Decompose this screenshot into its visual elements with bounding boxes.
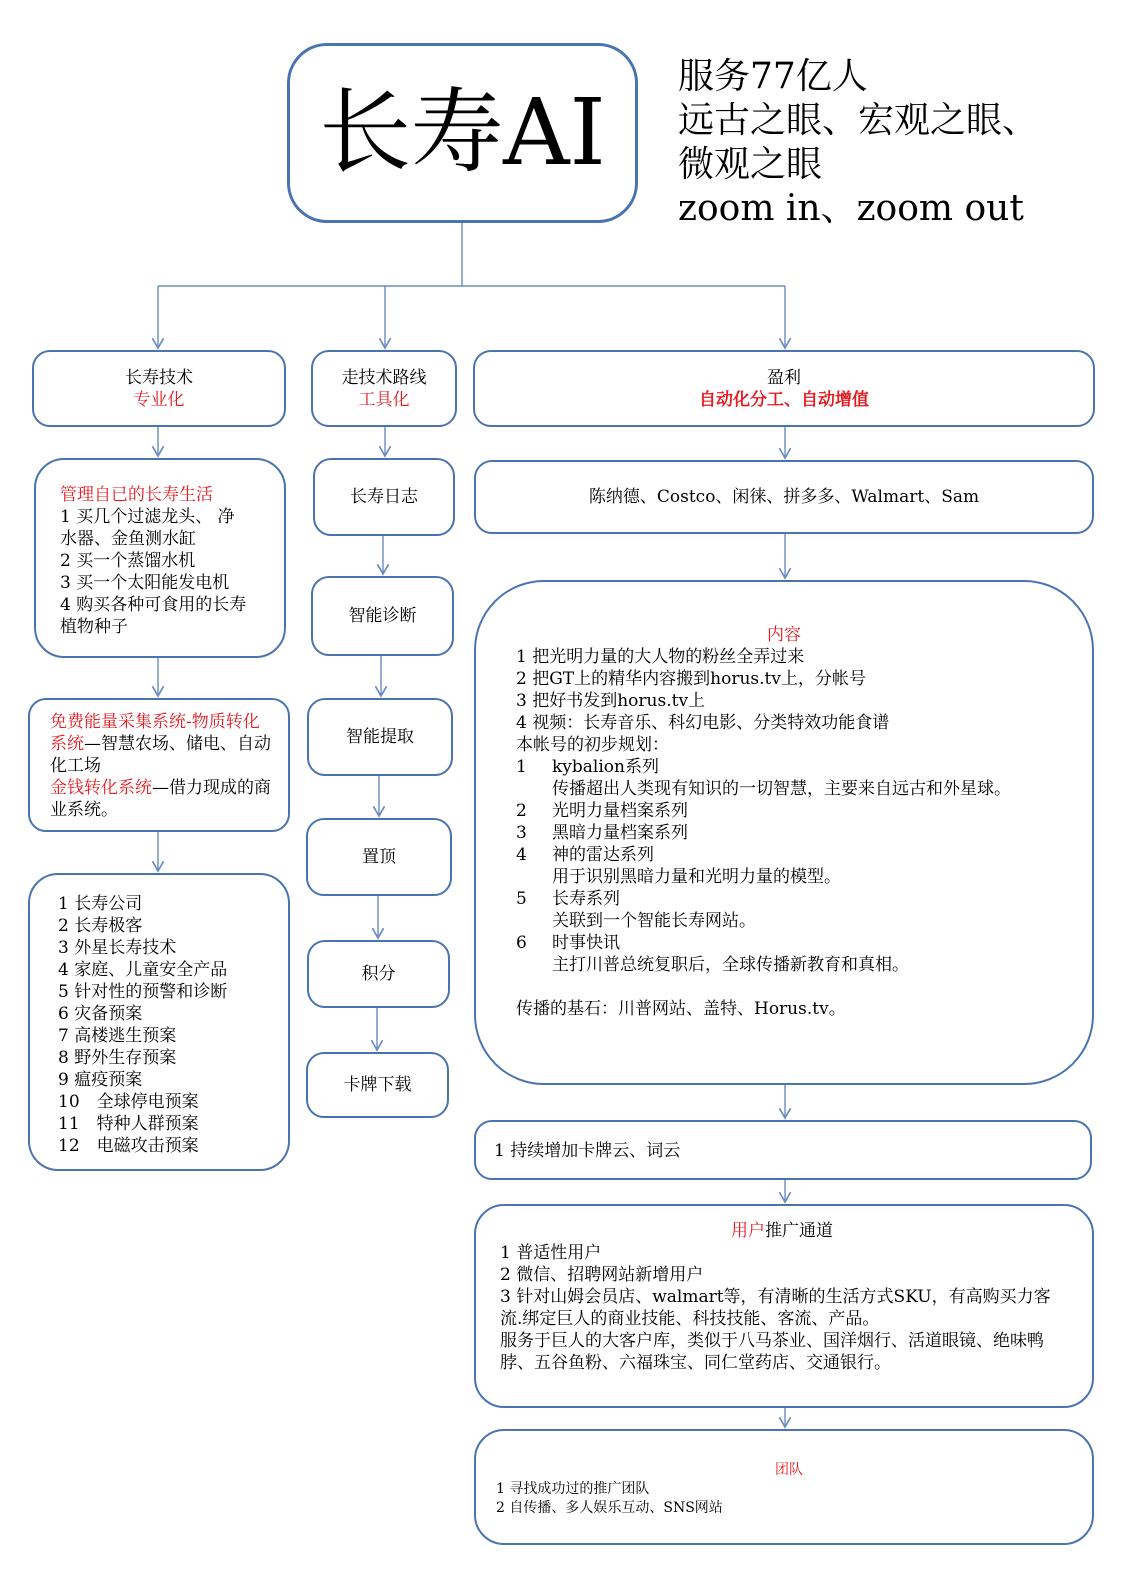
- content-line: 3 把好书发到horus.tv上: [516, 691, 706, 711]
- users-heading: [500, 1220, 1064, 1242]
- col1-header-sub: 专业化: [133, 389, 185, 410]
- users-heading-rest: 推广通道: [765, 1221, 833, 1241]
- team-node: [474, 1429, 1094, 1545]
- plan-desc: 关联到一个智能长寿网站。: [552, 911, 756, 931]
- energy-text-1: —智慧农场、储电、自动化工场: [50, 734, 271, 776]
- plan-item: 12 电磁攻击预案: [58, 1136, 199, 1156]
- plan-desc: 用于识别黑暗力量和光明力量的模型。: [552, 867, 841, 887]
- content-plan-item: [516, 844, 1082, 866]
- plan-title: 长寿系列: [552, 889, 620, 909]
- users-para: 3 针对山姆会员店、walmart等，有清晰的生活方式SKU，有高购买力客流.绑定巨人的商业技能、科技技能、客流、产品。: [500, 1287, 1051, 1329]
- content-line: 2 把GT上的精华内容搬到horus.tv上，分帐号: [516, 669, 866, 689]
- content-line: 4 视频：长寿音乐、科幻电影、分类特效功能食谱: [516, 713, 890, 733]
- aside-line: zoom in、zoom out: [678, 188, 1024, 229]
- col2-header-sub: 工具化: [358, 389, 410, 410]
- step-label: 卡牌下载: [343, 1075, 412, 1095]
- col3-header: [473, 350, 1095, 427]
- col3-header-label: 盈利: [767, 367, 801, 388]
- users-line: 2 微信、招聘网站新增用户: [500, 1265, 704, 1285]
- content-plan-item: [516, 822, 1082, 844]
- content-plan-item: [516, 800, 1082, 822]
- content-node: [474, 580, 1094, 1085]
- plan-title: 神的雷达系列: [552, 845, 654, 865]
- content-line: 本帐号的初步规划：: [516, 735, 669, 755]
- content-footer: 传播的基石：川普网站、盖特、Horus.tv。: [516, 999, 846, 1019]
- plan-item: 6 灾备预案: [58, 1004, 143, 1024]
- plan-item: 4 家庭、儿童安全产品: [58, 960, 228, 980]
- step-extract: [307, 698, 453, 776]
- users-para: 服务于巨人的大客户库，类似于八马茶业、国洋烟行、活道眼镜、绝味鸭脖、五谷鱼粉、六福珠宝、同仁堂药店、交通银行。: [500, 1331, 1044, 1373]
- plan-title: kybalion系列: [552, 757, 659, 777]
- content-line: 1 把光明力量的大人物的粉丝全弄过来: [516, 647, 805, 667]
- plan-item: 9 瘟疫预案: [58, 1070, 143, 1090]
- plan-item: 1 长寿公司: [58, 894, 143, 914]
- partners-text: 陈纳德、Costco、闲徕、拼多多、Walmart、Sam: [588, 487, 980, 507]
- step-log: [313, 458, 455, 536]
- users-node: [474, 1204, 1094, 1408]
- life-line: 1 买几个过滤龙头、 净: [60, 507, 235, 527]
- aside-line: 服务77亿人: [678, 56, 868, 97]
- team-line: 2 自传播、多人娱乐互动、SNS网站: [496, 1500, 723, 1516]
- plan-item: 10 全球停电预案: [58, 1092, 199, 1112]
- step-label: 智能提取: [346, 727, 414, 747]
- plan-item: 11 特种人群预案: [58, 1114, 199, 1134]
- plan-item: 2 长寿极客: [58, 916, 143, 936]
- life-line: 3 买一个太阳能发电机: [60, 573, 230, 593]
- col2-header-label: 走技术路线: [341, 367, 427, 388]
- col2-header: [311, 350, 457, 427]
- team-heading: 团队: [775, 1462, 803, 1478]
- plan-title: 光明力量档案系列: [552, 801, 688, 821]
- content-plan-item: [516, 888, 1082, 910]
- col3-header-sub: 自动化分工、自动增值: [699, 389, 869, 410]
- plan-title: 时事快讯: [552, 933, 620, 953]
- cards-text: 1 持续增加卡牌云、词云: [494, 1141, 681, 1161]
- aside-line: 远古之眼、宏观之眼、: [678, 100, 1039, 141]
- life-line: 4 购买各种可食用的长寿: [60, 595, 247, 615]
- plan-number: 6: [516, 933, 527, 953]
- root-node: [287, 43, 638, 223]
- step-card-download: [306, 1052, 449, 1118]
- plan-number: 4: [516, 845, 527, 865]
- energy-text-2: —借力现成的商业系统。: [50, 778, 271, 820]
- step-diagnosis: [311, 576, 454, 656]
- partners-node: [474, 460, 1094, 534]
- plan-number: 3: [516, 823, 527, 843]
- plan-title: 黑暗力量档案系列: [552, 823, 688, 843]
- users-line: 1 普适性用户: [500, 1243, 602, 1263]
- root-title: 长寿AI: [319, 79, 606, 186]
- plan-item: 7 高楼逃生预案: [58, 1026, 177, 1046]
- life-line: 2 买一个蒸馏水机: [60, 551, 196, 571]
- col1-life-node: [34, 458, 286, 658]
- col1-plans-node: [28, 873, 290, 1171]
- plan-number: 1: [516, 757, 527, 777]
- col1-header: [32, 350, 286, 427]
- step-points: [307, 940, 450, 1008]
- content-plan-item: [516, 756, 1082, 778]
- step-pin: [306, 818, 452, 896]
- content-heading: 内容: [767, 625, 801, 645]
- life-heading: 管理自已的长寿生活: [60, 485, 213, 505]
- col1-energy-node: [28, 698, 290, 832]
- plan-number: 2: [516, 801, 527, 821]
- root-aside: [678, 55, 1038, 231]
- aside-line: 微观之眼: [678, 144, 823, 185]
- team-line: 1 寻找成功过的推广团队: [496, 1481, 650, 1497]
- content-plan-item: [516, 932, 1082, 954]
- cards-node: [474, 1120, 1092, 1180]
- col1-header-label: 长寿技术: [125, 367, 193, 388]
- step-label: 长寿日志: [350, 487, 418, 507]
- plan-item: 8 野外生存预案: [58, 1048, 177, 1068]
- life-line: 水器、金鱼测水缸: [60, 529, 196, 549]
- plan-number: 5: [516, 889, 527, 909]
- plan-item: 3 外星长寿技术: [58, 938, 177, 958]
- step-label: 智能诊断: [348, 606, 417, 626]
- life-line: 植物种子: [60, 617, 128, 637]
- plan-desc: 主打川普总统复职后，全球传播新教育和真相。: [552, 955, 909, 975]
- step-label: 置顶: [362, 847, 396, 867]
- plan-desc: 传播超出人类现有知识的一切智慧，主要来自远古和外星球。: [552, 779, 1011, 799]
- plan-item: 5 针对性的预警和诊断: [58, 982, 228, 1002]
- step-label: 积分: [361, 964, 396, 984]
- energy-red-1: 免费能量采集系统-物质转化系统: [50, 712, 260, 754]
- energy-red-2: 金钱转化系统: [50, 778, 152, 798]
- users-heading-red: 用户: [731, 1221, 765, 1241]
